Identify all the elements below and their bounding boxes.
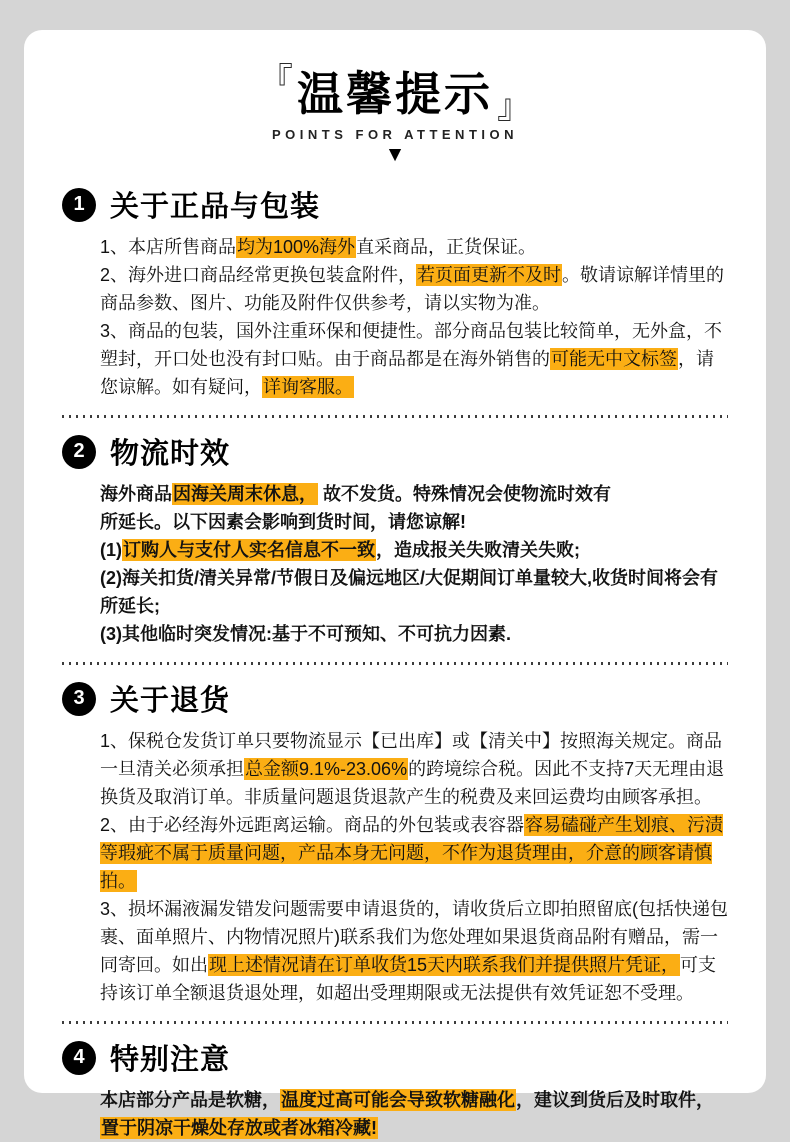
- section-title: 关于正品与包装: [110, 191, 321, 224]
- text-segment: 的跨境综合税。因此不支持7天无理由退换货及取消订单。非质量问题退货退款产生的税费及来回运费均由顾客承担。: [100, 759, 725, 808]
- page-subtitle: POINTS FOR ATTENTION: [272, 127, 518, 143]
- text-segment: 3、商品的包装，国外注重环保和便捷性。部分商品包装比较简单，无外盒，不塑封，开口处也没有封口贴。由于商品都是在海外销售的: [100, 321, 723, 370]
- highlighted-text: 可能无中文标签: [551, 349, 677, 370]
- section-header: [62, 678, 728, 719]
- text-segment: 3、损坏漏液漏发错发问题需要申请退货的，请收货后立即拍照留底(包括快递包裹、面单照片、内物情况照片)联系我们为您处理如果退货商品附有赠品，需一同寄回。如出: [100, 899, 729, 976]
- text-segment: 1、本店所售商品: [100, 237, 237, 258]
- section-number-badge: 2: [62, 435, 96, 469]
- notice-header: [24, 30, 766, 165]
- paragraph: [100, 620, 728, 648]
- notice-card: [24, 30, 766, 1139]
- highlighted-text: 详询客服。: [263, 377, 353, 398]
- highlighted-text: 容易磕碰产生划痕、污渍等瑕疵不属于质量问题，产品本身无问题，不作为退货理由，介意的顾客请慎拍。: [100, 815, 724, 892]
- text-segment: 直采商品，正货保证。: [356, 237, 537, 258]
- section-title: 关于退货: [110, 685, 231, 718]
- text-segment: 。敬请谅解详情里的商品参数、图片、功能及附件仅供参考，请以实物为准。: [100, 265, 725, 314]
- section-header: [62, 184, 728, 225]
- paragraph: [100, 727, 728, 811]
- paragraph: [100, 564, 728, 620]
- section-1: [62, 184, 728, 418]
- text-segment: (1): [100, 540, 122, 561]
- paragraph: [100, 1086, 728, 1142]
- highlighted-text: 若页面更新不及时: [417, 265, 562, 286]
- section-body: [100, 1086, 728, 1142]
- text-segment: 2、由于必经海外远距离运输。商品的外包装或表容器: [100, 815, 525, 836]
- right-bracket-decoration: 』: [497, 88, 531, 127]
- page-title: [24, 62, 766, 127]
- section-body: [100, 480, 728, 648]
- paragraph: [100, 811, 728, 895]
- paragraph: [100, 536, 728, 564]
- text-segment: (3)其他临时突发情况:基于不可预知、不可抗力因素.: [100, 624, 511, 645]
- section-body: [100, 233, 728, 401]
- highlighted-text: 温度过高可能会导致软糖融化: [281, 1090, 515, 1111]
- text-segment: 所延长。以下因素会影响到货时间，请您谅解!: [100, 512, 466, 533]
- section-title: 物流时效: [110, 438, 231, 471]
- highlighted-text: 置于阴凉干燥处存放或者冰箱冷藏!: [101, 1118, 377, 1139]
- highlighted-text: 总金额9.1%-23.06%: [245, 759, 408, 780]
- text-segment: 可支持该订单全额退货退处理，如超出受理期限或无法提供有效凭证恕不受理。: [100, 955, 717, 1004]
- highlighted-text: 因海关周末休息，: [173, 484, 317, 505]
- highlighted-text: 现上述情况请在订单收货15天内联系我们并提供照片凭证，: [209, 955, 680, 976]
- text-segment: 1、保税仓发货订单只要物流显示【已出库】或【清关中】按照海关规定。商品一旦清关必须承担: [100, 731, 723, 780]
- paragraph: [100, 895, 728, 1007]
- paragraph: [100, 261, 728, 317]
- dotted-divider: [62, 662, 728, 665]
- section-number-badge: 4: [62, 1041, 96, 1075]
- section-3: [62, 678, 728, 1024]
- section-number-badge: 3: [62, 682, 96, 716]
- dotted-divider: [62, 1021, 728, 1024]
- highlighted-text: 均为100%海外: [237, 237, 356, 258]
- paragraph: [100, 508, 728, 536]
- sections: [24, 165, 766, 1142]
- section-title: 特别注意: [110, 1044, 231, 1077]
- text-segment: 本店部分产品是软糖，: [100, 1090, 280, 1111]
- paragraph: [100, 233, 728, 261]
- paragraph: [100, 317, 728, 401]
- text-segment: ，请您谅解。如有疑问，: [100, 349, 714, 398]
- dotted-divider: [62, 415, 728, 418]
- section-body: [100, 727, 728, 1007]
- text-segment: 故不发货。特殊情况会使物流时效有: [318, 484, 611, 505]
- section-header: [62, 431, 728, 472]
- highlighted-text: 订购人与支付人实名信息不一致: [123, 540, 375, 561]
- page-title-text: 温馨提示: [297, 68, 493, 120]
- text-segment: ，建议到货后及时取件，: [516, 1090, 714, 1111]
- section-2: [62, 431, 728, 665]
- section-4: [62, 1037, 728, 1142]
- left-bracket-decoration: 『: [259, 62, 293, 101]
- text-segment: 2、海外进口商品经常更换包装盒附件，: [100, 265, 417, 286]
- section-number-badge: 1: [62, 188, 96, 222]
- section-header: [62, 1037, 728, 1078]
- text-segment: (2)海关扣货/清关异常/节假日及偏远地区/大促期间订单量较大,收货时间将会有所延长;: [100, 568, 718, 617]
- text-segment: 海外商品: [100, 484, 172, 505]
- text-segment: ，造成报关失败清关失败;: [376, 540, 580, 561]
- down-triangle-icon: ▼: [384, 143, 406, 167]
- paragraph: [100, 480, 728, 508]
